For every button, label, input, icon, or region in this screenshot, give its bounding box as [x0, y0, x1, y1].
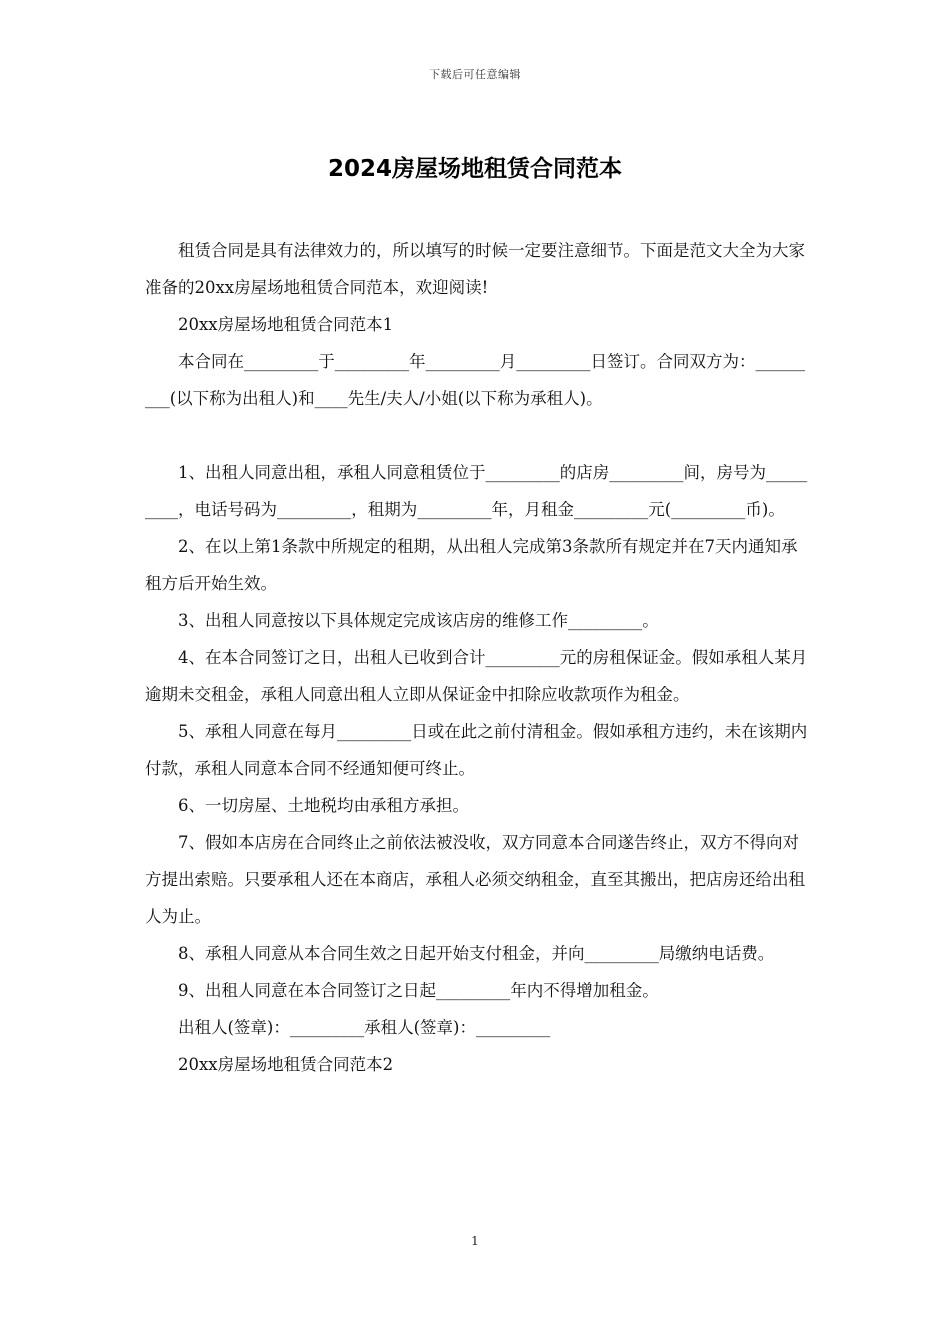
section-heading-2: 20xx房屋场地租赁合同范本2 — [178, 1055, 394, 1074]
clause-3: 3、出租人同意按以下具体规定完成该店房的维修工作_________。 — [178, 611, 659, 630]
signature-line: 出租人(签章)：_________承租人(签章)：_________ — [178, 1018, 551, 1037]
clause-9: 9、出租人同意在本合同签订之日起_________年内不得增加租金。 — [178, 981, 659, 1000]
header-note: 下载后可任意编辑 — [429, 68, 521, 81]
contract-parties-paragraph: 本合同在_________于_________年_________月_________日签订。合同双方为：_________(以下称为出租人)和____先生/夫人/小姐(以下称为承租人)。 — [145, 352, 805, 408]
intro-paragraph: 租赁合同是具有法律效力的，所以填写的时候一定要注意细节。下面是范文大全为大家准备的20xx房屋场地租赁合同范本，欢迎阅读! — [145, 241, 805, 297]
blank-line — [145, 417, 813, 454]
clause-6: 6、一切房屋、土地税均由承租方承担。 — [178, 796, 469, 815]
clause-2: 2、在以上第1条款中所规定的租期，从出租人完成第3条款所有规定并在7天内通知承租方后开始生效。 — [145, 537, 798, 593]
clause-1: 1、出租人同意出租，承租人同意租赁位于_________的店房_________间，房号为_________，电话号码为_________，租期为_________年，月租金_________元(_________币)。 — [145, 463, 808, 519]
clause-8: 8、承租人同意从本合同生效之日起开始支付租金，并向_________局缴纳电话费。 — [178, 944, 775, 963]
clause-4: 4、在本合同签订之日，出租人已收到合计_________元的房租保证金。假如承租人某月逾期未交租金，承租人同意出租人立即从保证金中扣除应收款项作为租金。 — [145, 648, 808, 704]
section-heading-1: 20xx房屋场地租赁合同范本1 — [178, 315, 394, 334]
document-body — [145, 232, 813, 1083]
clause-5: 5、承租人同意在每月_________日或在此之前付清租金。假如承租方违约，未在该期内付款，承租人同意本合同不经通知便可终止。 — [145, 722, 808, 778]
clause-7: 7、假如本店房在合同终止之前依法被没收，双方同意本合同遂告终止，双方不得向对方提出索赔。只要承租人还在本商店，承租人必须交纳租金，直至其搬出，把店房还给出租人为止。 — [145, 833, 805, 926]
page-number: 1 — [471, 1234, 479, 1248]
document-title: 2024房屋场地租赁合同范本 — [327, 156, 622, 182]
